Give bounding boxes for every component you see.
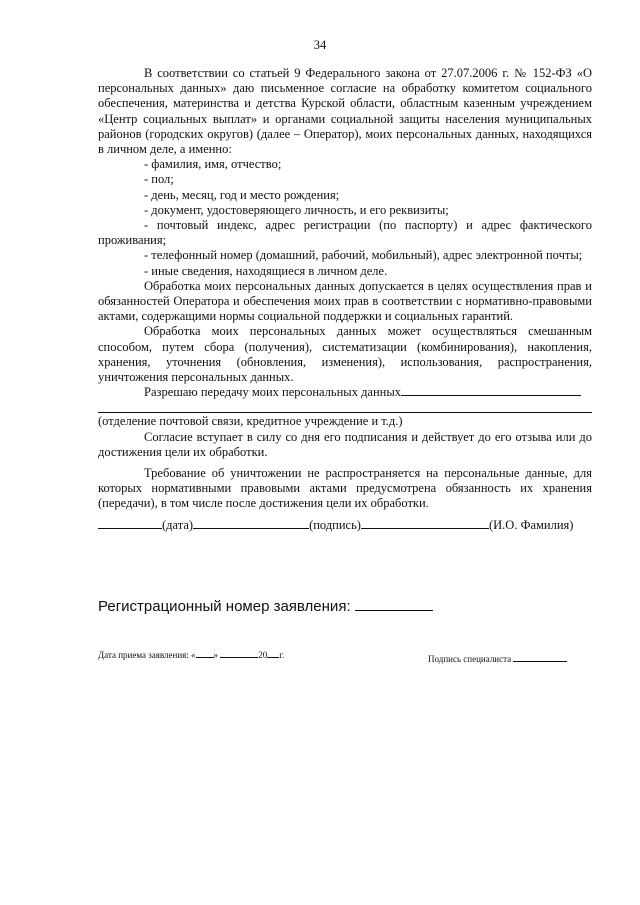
registration-number bbox=[98, 596, 433, 615]
transfer-line bbox=[98, 385, 592, 400]
year-field[interactable] bbox=[267, 648, 279, 658]
registration-number-field[interactable] bbox=[355, 596, 433, 611]
name-field[interactable] bbox=[361, 516, 489, 529]
date-field[interactable] bbox=[98, 516, 162, 529]
registration-label: Регистрационный номер заявления: bbox=[98, 598, 351, 615]
methods-paragraph: Обработка моих персональных данных может осуществляться смешанным способом, путем сбора (получения), систематизации (комбинирования), накопления, хранения, уточнения (обновления, изменения), использования, распространения, уничтожения персональных данных. bbox=[98, 324, 592, 385]
application-date-year: 20 bbox=[258, 650, 268, 660]
month-field[interactable] bbox=[220, 648, 258, 658]
specialist-signature bbox=[428, 652, 567, 664]
transfer-recipient-field-line2[interactable] bbox=[98, 400, 592, 413]
consent-intro: В соответствии со статьей 9 Федерального закона от 27.07.2006 г. № 152-ФЗ «О персональных данных» даю письменное согласие на обработку комитетом социального обеспечения, материнства и детства Курской области, областным казенным учреждением «Центр социальных выплат» и органами социальной защиты населения муниципальных районов (городских округов) (далее – Оператор), моих персональных данных, находящихся в личном деле, а именно: bbox=[98, 66, 592, 157]
application-date-mid: » bbox=[213, 650, 219, 660]
list-item: - документ, удостоверяющего личность, и его реквизиты; bbox=[144, 202, 449, 217]
list-item: - день, месяц, год и место рождения; bbox=[144, 187, 340, 202]
consent-text bbox=[98, 66, 592, 512]
list-item: - пол; bbox=[144, 172, 174, 187]
transfer-label: Разрешаю передачу моих персональных данных bbox=[144, 385, 402, 400]
transfer-hint: (отделение почтовой связи, кредитное учреждение и т.д.) bbox=[98, 414, 403, 429]
name-label: (И.О. Фамилия) bbox=[488, 518, 574, 532]
application-date-suffix: г. bbox=[279, 650, 285, 660]
day-field[interactable] bbox=[196, 648, 214, 658]
transfer-recipient-field[interactable] bbox=[401, 395, 581, 396]
page-number: 34 bbox=[313, 38, 327, 52]
list-item: - фамилия, имя, отчество; bbox=[144, 157, 282, 172]
specialist-signature-field[interactable] bbox=[513, 652, 567, 662]
signature-row bbox=[98, 516, 598, 533]
list-item: - почтовый индекс, адрес регистрации (по паспорту) и адрес фактического проживания; bbox=[98, 218, 592, 248]
list-item: - телефонный номер (домашний, рабочий, мобильный), адрес электронной почты; bbox=[144, 248, 583, 263]
purpose-paragraph: Обработка моих персональных данных допускается в целях осуществления прав и обязанностей Оператора и обеспечения моих прав в соответствии с нормативно-правовыми актами, содержащими нормы социальной поддержки и социальных гарантий. bbox=[98, 278, 592, 324]
date-label: (дата) bbox=[162, 518, 194, 532]
validity-paragraph: Согласие вступает в силу со дня его подписания и действует до его отзыва или до достижения цели их обработки. bbox=[98, 429, 592, 459]
signature-field[interactable] bbox=[193, 516, 309, 529]
application-date-prefix: Дата приема заявления: « bbox=[98, 650, 196, 660]
specialist-label: Подпись специалиста bbox=[428, 654, 512, 664]
retention-paragraph: Требование об уничтожении не распространяется на персональные данные, для которых нормативными правовыми актами предусмотрена обязанность их хранения (передачи), в том числе после достижения цели их обработки. bbox=[98, 466, 592, 511]
application-date bbox=[98, 648, 284, 660]
list-item: - иные сведения, находящиеся в личном деле. bbox=[144, 263, 388, 278]
signature-label: (подпись) bbox=[309, 518, 361, 532]
